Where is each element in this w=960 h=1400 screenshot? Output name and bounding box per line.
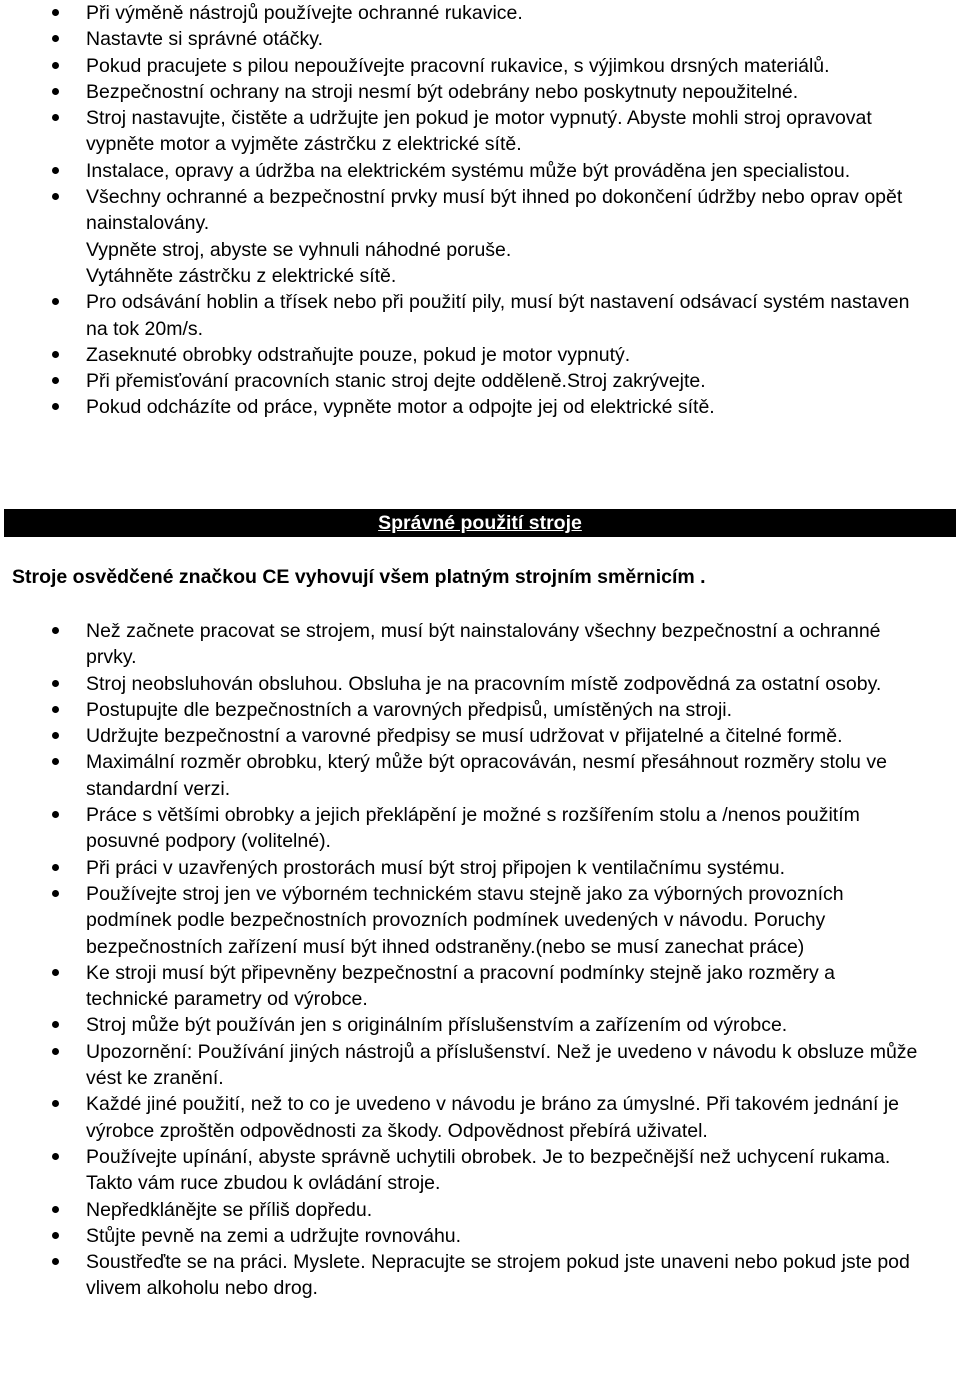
list-item: Stůjte pevně na zemi a udržujte rovnováhu. <box>0 1223 960 1249</box>
list-item: Pro odsávání hoblin a třísek nebo při použití pily, musí být nastavení odsávací systém nastaven na tok 20m/s. <box>0 289 960 342</box>
list-item: Maximální rozměr obrobku, který může být opracováván, nesmí přesáhnout rozměry stolu ve standardní verzi. <box>0 749 960 802</box>
lead-paragraph: Stroje osvědčené značkou CE vyhovují všem platným strojním směrnicím . <box>12 566 706 588</box>
list-item: Ke stroji musí být připevněny bezpečnostní a pracovní podmínky stejně jako rozměry a technické parametry od výrobce. <box>0 960 960 1013</box>
list-item: Udržujte bezpečnostní a varovné předpisy se musí udržovat v přijatelné a čitelné formě. <box>0 723 960 749</box>
usage-list <box>0 618 960 1302</box>
list-item: Všechny ochranné a bezpečnostní prvky musí být ihned po dokončení údržby nebo oprav opět nainstalovány. <box>0 184 960 237</box>
list-item: Zaseknuté obrobky odstraňujte pouze, pokud je motor vypnutý. <box>0 342 960 368</box>
safety-list-top <box>0 0 960 421</box>
list-item: Při přemisťování pracovních stanic stroj dejte odděleně.Stroj zakrývejte. <box>0 368 960 394</box>
list-item: Používejte upínání, abyste správně uchytili obrobek. Je to bezpečnější než uchycení rukama. Takto vám ruce zbudou k ovládání stroje. <box>0 1144 960 1197</box>
list-item-continuation: Vytáhněte zástrčku z elektrické sítě. <box>86 264 397 287</box>
list-item: Soustřeďte se na práci. Myslete. Nepracujte se strojem pokud jste unaveni nebo pokud jste pod vlivem alkoholu nebo drog. <box>0 1249 960 1302</box>
list-item: Stroj může být používán jen s originálním příslušenstvím a zařízením od výrobce. <box>0 1012 960 1038</box>
list-item: Pokud odcházíte od práce, vypněte motor a odpojte jej od elektrické sítě. <box>0 394 960 420</box>
list-item: Nepředklánějte se příliš dopředu. <box>0 1197 960 1223</box>
list-item-continuation: Vypněte stroj, abyste se vyhnuli náhodné poruše. <box>86 238 512 261</box>
list-item: Používejte stroj jen ve výborném technickém stavu stejně jako za výborných provozních podmínek podle bezpečnostních provozních podmínek uvedených v návodu. Poruchy bezpečnostních zařízení musí být ihned odstraněny.(nebo se musí zanechat práce) <box>0 881 960 960</box>
list-item: Upozornění: Používání jiných nástrojů a příslušenství. Než je uvedeno v návodu k obsluze může vést ke zranění. <box>0 1039 960 1092</box>
list-item: Práce s většími obrobky a jejich překlápění je možné s rozšířením stolu a /nenos použitím posuvné podpory (volitelné). <box>0 802 960 855</box>
list-item: Při výměně nástrojů používejte ochranné rukavice. <box>0 0 960 26</box>
list-item: Bezpečnostní ochrany na stroji nesmí být odebrány nebo poskytnuty nepoužitelné. <box>0 79 960 105</box>
list-item: Než začnete pracovat se strojem, musí být nainstalovány všechny bezpečnostní a ochranné prvky. <box>0 618 960 671</box>
list-item: Pokud pracujete s pilou nepoužívejte pracovní rukavice, s výjimkou drsných materiálů. <box>0 53 960 79</box>
list-item: Stroj nastavujte, čistěte a udržujte jen pokud je motor vypnutý. Abyste mohli stroj opravovat vypněte motor a vyjměte zástrčku z elektrické sítě. <box>0 105 960 158</box>
section-heading: Správné použití stroje <box>378 512 582 534</box>
list-item: Každé jiné použití, než to co je uvedeno v návodu je bráno za úmyslné. Při takovém jednání je výrobce zproštěn odpovědnosti za škody. Odpovědnost přebírá uživatel. <box>0 1091 960 1144</box>
list-item: Nastavte si správné otáčky. <box>0 26 960 52</box>
list-item: Instalace, opravy a údržba na elektrickém systému může být prováděna jen specialistou. <box>0 158 960 184</box>
list-item: Stroj neobsluhován obsluhou. Obsluha je na pracovním místě zodpovědná za ostatní osoby. <box>0 671 960 697</box>
section-heading-bar <box>4 509 956 537</box>
list-item: Při práci v uzavřených prostorách musí být stroj připojen k ventilačnímu systému. <box>0 855 960 881</box>
list-item: Postupujte dle bezpečnostních a varovných předpisů, umístěných na stroji. <box>0 697 960 723</box>
